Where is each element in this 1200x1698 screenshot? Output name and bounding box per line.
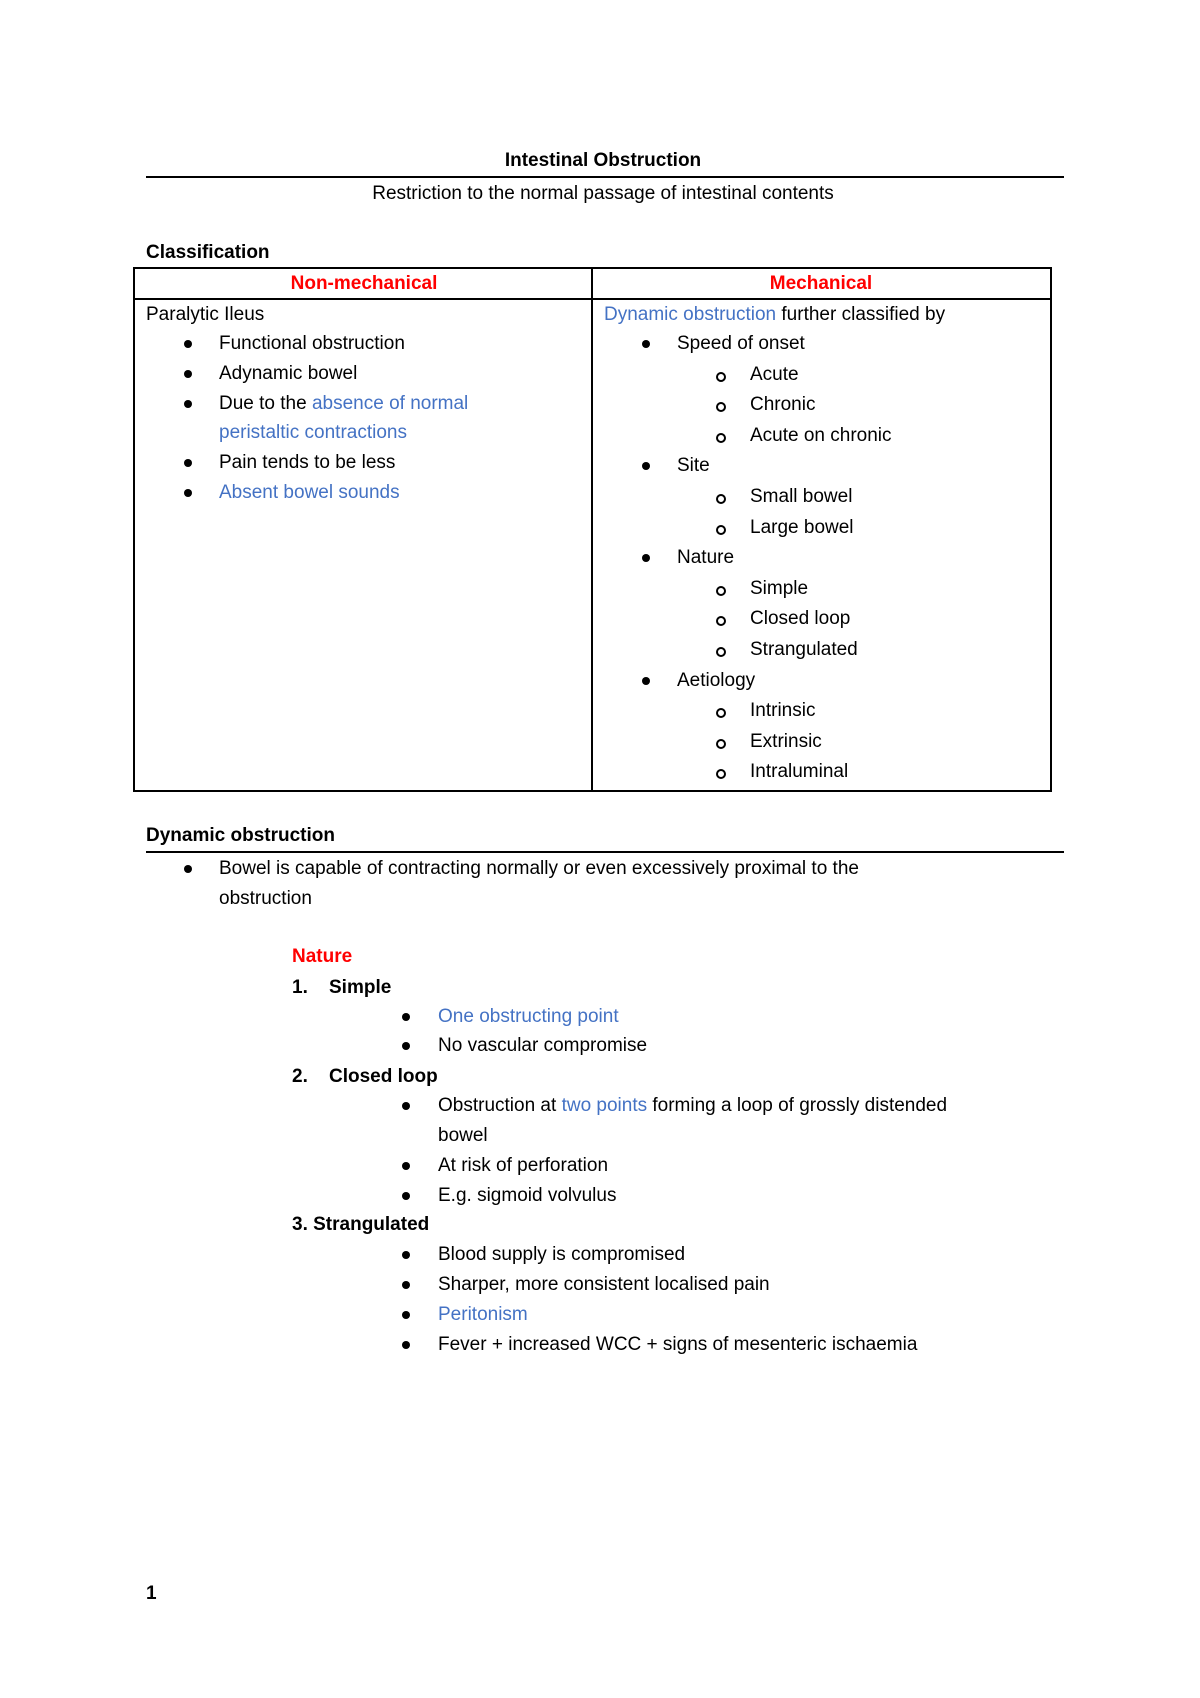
hollow-bullet-icon bbox=[716, 433, 726, 443]
dynamic-obstruction-heading: Dynamic obstruction bbox=[146, 825, 335, 846]
list-item-continuation: bowel bbox=[438, 1125, 488, 1146]
section-rule bbox=[146, 851, 1064, 853]
bullet-icon bbox=[184, 865, 192, 873]
bullet-icon bbox=[402, 1013, 410, 1021]
hollow-bullet-icon bbox=[716, 494, 726, 504]
paralytic-ileus: Paralytic Ileus bbox=[146, 304, 265, 325]
bullet-icon bbox=[402, 1192, 410, 1200]
sub-list-item: Chronic bbox=[750, 394, 816, 416]
subtitle: Restriction to the normal passage of intestinal contents bbox=[372, 183, 834, 204]
sub-list-item: Intraluminal bbox=[750, 761, 849, 783]
list-item: Absent bowel sounds bbox=[219, 482, 400, 503]
sub-list-item: Acute on chronic bbox=[750, 424, 892, 446]
sub-list-item: Simple bbox=[750, 577, 809, 599]
title-rule bbox=[146, 176, 1064, 178]
sub-list-item: Large bowel bbox=[750, 516, 854, 538]
bullet-icon bbox=[402, 1042, 410, 1050]
bullet-icon bbox=[184, 489, 192, 497]
list-item-continuation: peristaltic contractions bbox=[219, 422, 407, 443]
bullet-icon bbox=[184, 370, 192, 378]
closed-number: 2. bbox=[292, 1066, 308, 1087]
dynamic-bullet: Bowel is capable of contracting normally or even excessively proximal to the bbox=[219, 858, 859, 879]
dynamic-bullet-continuation: obstruction bbox=[219, 888, 312, 909]
list-item: At risk of perforation bbox=[438, 1155, 609, 1176]
list-item: Aetiology bbox=[677, 669, 756, 691]
hollow-bullet-icon bbox=[716, 739, 726, 749]
list-item: Functional obstruction bbox=[219, 333, 405, 354]
list-item: Obstruction at two points forming a loop of grossly distended bbox=[438, 1095, 948, 1116]
document-title: Intestinal Obstruction bbox=[504, 150, 702, 171]
sub-list-item: Small bowel bbox=[750, 486, 853, 507]
bullet-icon bbox=[184, 400, 192, 408]
list-item: Adynamic bowel bbox=[219, 363, 358, 384]
bullet-icon bbox=[402, 1341, 410, 1349]
strangulated-heading: 3. Strangulated bbox=[292, 1214, 430, 1235]
bullet-icon bbox=[184, 340, 192, 348]
nature-heading: Nature bbox=[292, 946, 353, 967]
list-item: Speed of onset bbox=[677, 333, 805, 354]
list-item: One obstructing point bbox=[438, 1006, 619, 1027]
bullet-icon bbox=[402, 1251, 410, 1259]
sub-list-item: Acute bbox=[750, 363, 799, 385]
list-item: Due to the absence of normal bbox=[219, 393, 469, 414]
classification-heading: Classification bbox=[146, 242, 270, 263]
bullet-icon bbox=[402, 1311, 410, 1319]
list-item: Blood supply is compromised bbox=[438, 1244, 686, 1265]
hollow-bullet-icon bbox=[716, 525, 726, 535]
list-item: E.g. sigmoid volvulus bbox=[438, 1185, 617, 1206]
bullet-icon bbox=[184, 459, 192, 467]
list-item: Nature bbox=[677, 547, 735, 569]
column-divider bbox=[591, 267, 593, 790]
hollow-bullet-icon bbox=[716, 647, 726, 657]
list-item: Fever + increased WCC + signs of mesenteric ischaemia bbox=[438, 1334, 918, 1355]
list-item: No vascular compromise bbox=[438, 1035, 648, 1056]
header-non-mechanical: Non-mechanical bbox=[290, 273, 438, 294]
mechanical-lead: Dynamic obstruction further classified by bbox=[604, 304, 946, 325]
bullet-icon bbox=[402, 1162, 410, 1170]
header-mechanical: Mechanical bbox=[769, 273, 873, 294]
hollow-bullet-icon bbox=[716, 586, 726, 596]
sub-list-item: Extrinsic bbox=[750, 730, 822, 752]
sub-list-item: Closed loop bbox=[750, 608, 851, 630]
sub-list-item: Intrinsic bbox=[750, 700, 816, 722]
list-item: Pain tends to be less bbox=[219, 452, 396, 473]
simple-number: 1. bbox=[292, 977, 308, 998]
simple-heading: Simple bbox=[329, 977, 392, 998]
bullet-icon bbox=[402, 1102, 410, 1110]
hollow-bullet-icon bbox=[716, 372, 726, 382]
page-number: 1 bbox=[146, 1583, 157, 1604]
bullet-icon bbox=[402, 1281, 410, 1289]
list-item: Site bbox=[677, 455, 710, 477]
list-item: Peritonism bbox=[438, 1304, 528, 1325]
closed-loop-heading: Closed loop bbox=[329, 1066, 438, 1087]
list-item: Sharper, more consistent localised pain bbox=[438, 1274, 770, 1295]
bullet-icon bbox=[642, 677, 650, 685]
sub-list-item: Strangulated bbox=[750, 639, 858, 660]
bullet-icon bbox=[642, 340, 650, 348]
